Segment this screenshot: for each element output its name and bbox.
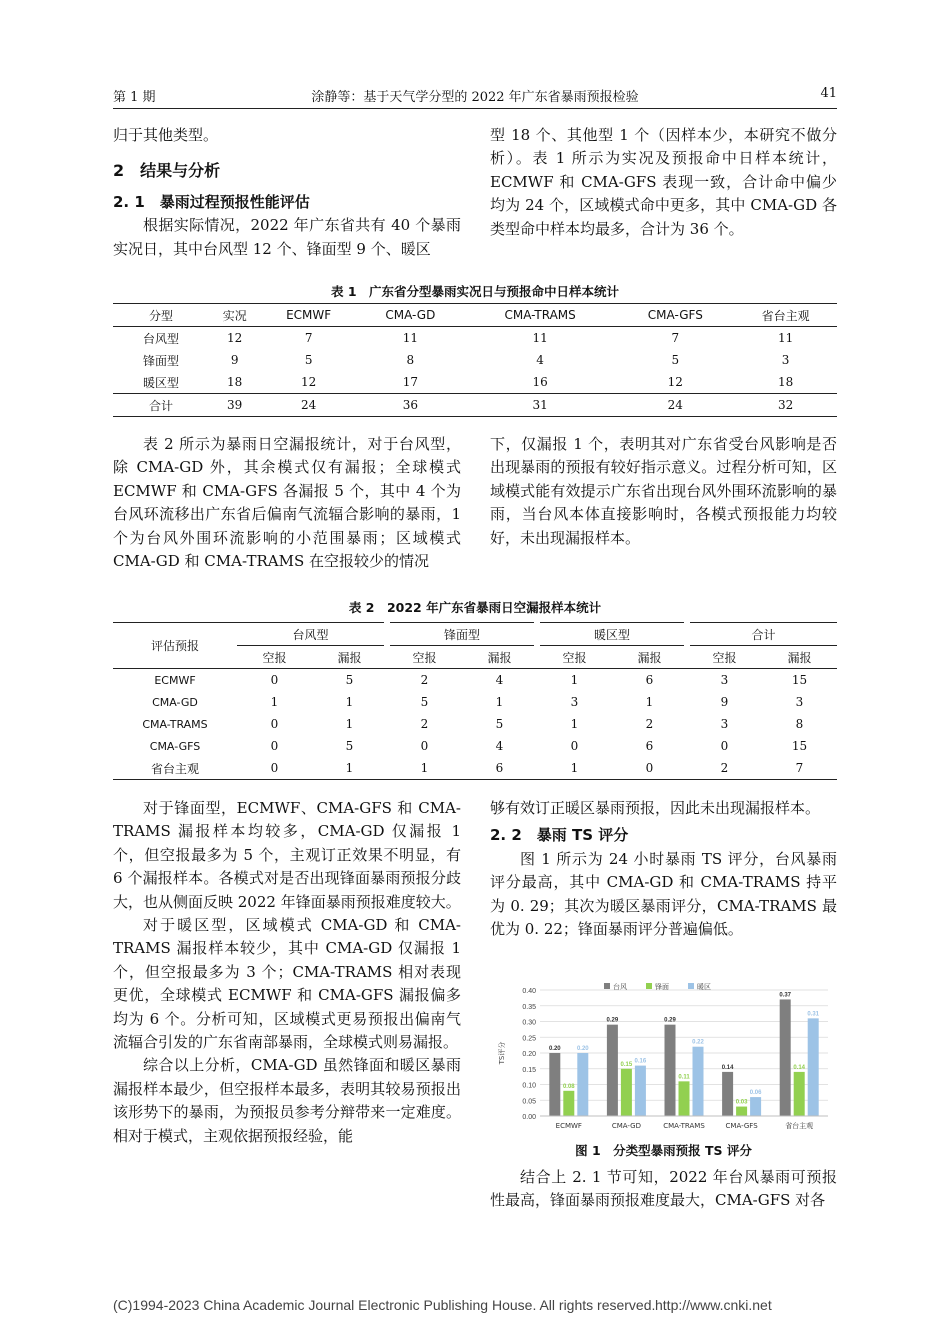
bar-data-label: 0.37: [779, 992, 792, 999]
header-cell: 实况: [222, 308, 247, 323]
cell: 2: [420, 717, 429, 731]
bar: [577, 1053, 588, 1116]
cell: 15: [791, 739, 808, 753]
cell: 12: [667, 375, 683, 389]
cell: 6: [495, 761, 504, 775]
cell: 4: [495, 739, 504, 753]
cell: 0: [270, 673, 279, 687]
cell: 31: [532, 398, 548, 412]
cell: 0: [645, 761, 654, 775]
bar-data-label: 0.20: [548, 1046, 561, 1052]
cell: 3: [781, 353, 790, 367]
cnki-link[interactable]: http://www.cnki.net: [655, 1297, 772, 1313]
bar: [780, 999, 791, 1116]
bar-data-label: 0.08: [562, 1083, 575, 1090]
legend-label: 锋面: [655, 983, 669, 991]
y-tick-label: 0.00: [522, 1114, 536, 1121]
bar: [808, 1018, 819, 1116]
cell: 0: [270, 761, 279, 775]
subsection-heading: 2. 1 暴雨过程预报性能评估: [113, 192, 310, 211]
paragraph: 下，仅漏报 1 个，表明其对广东省受台风影响是否出现暴雨的预报有较好指示意义。过程分析可知，区域模式能有效提示广东省出现台风外围环流影响的暴雨，当台风本体直接影响时，各模式预报能力均较好，未出现漏报样本。: [490, 435, 837, 547]
paragraph: 结合上 2. 1 节可知，2022 年台风暴雨可预报性最高，锋面暴雨预报难度最大，CMA-GFS 对各: [490, 1168, 837, 1210]
cell: 7: [671, 331, 680, 345]
cell: 暖区型: [142, 375, 179, 390]
cell: 3: [795, 695, 804, 709]
cell: 1: [345, 717, 354, 731]
bar-data-label: 0.20: [576, 1046, 589, 1052]
copyright-notice: (C)1994-2023 China Academic Journal Electronic Publishing House. All rights reserved.: [113, 1297, 656, 1313]
cell: 36: [402, 398, 418, 412]
sub-header: 空报: [562, 650, 587, 665]
y-tick-label: 0.05: [522, 1098, 536, 1106]
table-total-row: [113, 394, 837, 417]
corner-cell: 评估预报: [113, 623, 237, 669]
cell: 5: [304, 353, 313, 367]
running-title: 涂静等：基于天气学分型的 2022 年广东省暴雨预报检验: [311, 90, 639, 105]
cell: 4: [495, 673, 504, 687]
legend-swatch: [646, 983, 652, 989]
cell: 11: [777, 331, 794, 345]
cell: 39: [227, 398, 243, 412]
bar-data-label: 0.03: [735, 1099, 748, 1106]
bar-data-label: 0.29: [664, 1017, 676, 1024]
x-tick-label: CMA-GD: [611, 1122, 641, 1130]
legend-swatch: [688, 983, 694, 989]
bar: [722, 1072, 733, 1116]
cell: 省台主观: [150, 761, 199, 776]
cell: 1: [345, 695, 354, 709]
page-number: 41: [820, 86, 837, 101]
cell: 3: [570, 695, 579, 709]
cell: 3: [720, 717, 729, 731]
header-cell: CMA-TRAMS: [504, 308, 576, 322]
table-row: [113, 349, 837, 371]
cell: 0: [570, 739, 579, 753]
cell: 0: [270, 739, 279, 753]
sub-header: 漏报: [637, 650, 662, 665]
sub-header: 漏报: [337, 650, 362, 665]
cell: 24: [667, 398, 683, 412]
cell: 32: [777, 398, 794, 412]
bar: [794, 1072, 805, 1116]
bar-data-label: 0.29: [606, 1017, 619, 1024]
header-cell: CMA-GFS: [647, 308, 703, 322]
x-tick-label: ECMWF: [555, 1122, 582, 1130]
left-col-mid: [113, 433, 461, 573]
cell: 9: [720, 695, 729, 709]
right-col-mid: [490, 433, 837, 550]
table-row: [113, 669, 837, 692]
bar-data-label: 0.11: [678, 1074, 690, 1081]
bar: [635, 1066, 646, 1116]
group-header: 台风型: [237, 623, 387, 646]
header-rule: [113, 108, 837, 109]
bar-data-label: 0.15: [620, 1061, 633, 1068]
cell: 1: [570, 717, 579, 731]
bar-data-label: 0.06: [749, 1090, 762, 1097]
table1: [113, 303, 837, 417]
header-cell: 分型: [148, 308, 173, 323]
cell: 5: [420, 695, 429, 709]
cell: 1: [570, 673, 579, 687]
right-col-lower-top: [490, 797, 837, 941]
y-axis-label: TS评分: [498, 1041, 506, 1065]
cell: 8: [406, 353, 415, 367]
cell: 1: [270, 695, 279, 709]
bar: [607, 1025, 618, 1116]
y-tick-label: 0.40: [522, 988, 536, 995]
cell: 0: [720, 739, 729, 753]
cell: 18: [777, 375, 794, 389]
cell: 锋面型: [142, 353, 179, 368]
cell: 5: [345, 739, 354, 753]
cell: 7: [304, 331, 313, 345]
cell: 2: [420, 673, 429, 687]
cell: 1: [420, 761, 429, 775]
bar-data-label: 0.16: [634, 1058, 647, 1065]
bar: [549, 1053, 560, 1116]
bar-data-label: 0.14: [721, 1064, 734, 1071]
sub-header: 空报: [262, 650, 287, 665]
y-tick-label: 0.30: [522, 1019, 536, 1027]
sub-header: 漏报: [787, 650, 812, 665]
cell: 5: [495, 717, 504, 731]
table2: [113, 622, 837, 780]
cell: 1: [495, 695, 504, 709]
cell: 6: [645, 739, 654, 753]
cell: 16: [532, 375, 548, 389]
table2-caption: 表 2 2022 年广东省暴雨日空漏报样本统计: [348, 600, 602, 615]
cell: 12: [300, 375, 317, 389]
cell: 17: [402, 375, 418, 389]
y-tick-label: 0.35: [522, 1003, 536, 1011]
table-group-row: [113, 623, 837, 646]
table1-caption: 表 1 广东省分型暴雨实况日与预报命中日样本统计: [330, 284, 620, 299]
group-header: 锋面型: [387, 623, 537, 646]
bar: [679, 1081, 690, 1116]
paragraph: 图 1 所示为 24 小时暴雨 TS 评分，台风暴雨评分最高，其中 CMA-GD 和 CMA-TRAMS 持平为 0. 29；其次为暖区暴雨评分，CMA-TRAMS 最优为 0. 22；锋面暴雨评分普遍偏低。: [490, 849, 837, 939]
paragraph: 够有效订正暖区暴雨预报，因此未出现漏报样本。: [490, 799, 821, 817]
cell: 5: [345, 673, 354, 687]
text-line: 归于其他类型。: [113, 126, 219, 144]
journal-issue: 第 1 期: [113, 90, 156, 105]
cell: 合计: [148, 398, 173, 413]
x-tick-label: CMA-GFS: [725, 1122, 758, 1130]
cell: 9: [230, 353, 239, 367]
x-tick-label: CMA-TRAMS: [663, 1122, 705, 1130]
cell: 11: [402, 331, 418, 345]
table-row: [113, 691, 837, 713]
cell: 台风型: [142, 331, 179, 346]
cell: 0: [270, 717, 279, 731]
paragraph: 表 2 所示为暴雨日空漏报统计，对于台风型，除 CMA-GD 外，其余模式仅有漏报；全球模式 ECMWF 和 CMA-GFS 各漏报 5 个，其中 4 个为台风环流移出广东省后偏南气流辐合影响的暴雨，1 个为台风外围环流影响的小范围暴雨；区域模式 CMA-GD 和 CMA-TRAMS 在空报较少的情况: [113, 435, 461, 571]
ts-score-chart: [494, 980, 834, 1140]
y-tick-label: 0.15: [522, 1066, 536, 1074]
legend-label: 暖区: [697, 983, 711, 991]
legend-swatch: [604, 983, 610, 989]
cell: 0: [420, 739, 429, 753]
x-tick-label: 省台主观: [785, 1122, 814, 1130]
right-col-lower-bottom: [490, 1166, 837, 1213]
subsection-heading: 2. 2 暴雨 TS 评分: [490, 826, 629, 845]
cell: CMA-GFS: [149, 739, 201, 753]
cell: 12: [227, 331, 243, 345]
section-heading: 2 结果与分析: [113, 161, 221, 181]
table-header-row: [113, 304, 837, 327]
y-tick-label: 0.25: [522, 1035, 536, 1043]
cell: CMA-GD: [152, 695, 198, 709]
paragraph: 对于锋面型，ECMWF、CMA-GFS 和 CMA-TRAMS 漏报样本均较多，CMA-GD 仅漏报 1 个，但空报最多为 5 个，主观订正效果不明显，有 6 个漏报样本。各模式对是否出现锋面暴雨预报分歧大，也从侧面反映 2022 年锋面暴雨预报难度较大。: [113, 799, 461, 911]
left-col-top: [113, 124, 461, 261]
header-cell: 省台主观: [761, 308, 810, 323]
group-header: 合计: [687, 623, 837, 646]
table-row: [113, 371, 837, 394]
bar: [665, 1025, 676, 1116]
paragraph: 综合以上分析，CMA-GD 虽然锋面和暖区暴雨漏报样本最少，但空报样本最多，表明其较易预报出该形势下的暴雨，为预报员参考分辩带来一定难度。相对于模式，主观依据预报经验，能: [113, 1056, 461, 1145]
table-row: [113, 735, 837, 757]
bar-data-label: 0.31: [807, 1011, 820, 1018]
sub-header: 漏报: [487, 650, 512, 665]
cell: 1: [570, 761, 579, 775]
y-tick-label: 0.20: [522, 1051, 536, 1058]
bar: [621, 1069, 632, 1116]
bar-data-label: 0.14: [793, 1064, 806, 1071]
cell: 6: [645, 673, 654, 687]
cell: 2: [645, 717, 654, 731]
legend-label: 台风: [613, 983, 627, 991]
sub-header: 空报: [712, 650, 737, 665]
cell: ECMWF: [154, 673, 196, 687]
paragraph: 对于暖区型，区域模式 CMA-GD 和 CMA-TRAMS 漏报样本较少，其中 CMA-GD 仅漏报 1 个，但空报最多为 3 个；CMA-TRAMS 相对表现更优，全球模式 ECMWF 和 CMA-GFS 漏报偏多均为 6 个。分析可知，区域模式更易预报出偏南气流辐合引发的广东省南部暴雨，全球模式则易漏报。: [113, 916, 461, 1052]
table-row: [113, 757, 837, 780]
paragraph: 型 18 个、其他型 1 个（因样本少，本研究不做分析）。表 1 所示为实况及预报命中日样本统计，ECMWF 和 CMA-GFS 表现一致，合计命中偏少均为 24 个，区域模式命中更多，其中 CMA-GD 各类型命中样本均最多，合计为 36 个。: [490, 126, 837, 238]
group-header: 暖区型: [537, 623, 687, 646]
cell: 3: [720, 673, 729, 687]
header-cell: CMA-GD: [385, 308, 436, 322]
cell: 7: [795, 761, 804, 775]
cell: 8: [795, 717, 804, 731]
cell: 1: [645, 695, 654, 709]
cell: 2: [720, 761, 729, 775]
paragraph: 根据实际情况，2022 年广东省共有 40 个暴雨实况日，其中台风型 12 个、锋面型 9 个、暖区: [113, 216, 461, 258]
cell: 1: [345, 761, 354, 775]
y-tick-label: 0.10: [522, 1082, 536, 1090]
cell: 5: [671, 353, 680, 367]
header-cell: ECMWF: [286, 308, 332, 322]
table-row: [113, 713, 837, 735]
cell: 4: [536, 353, 544, 367]
cell: 18: [227, 375, 243, 389]
cell: 24: [300, 398, 317, 412]
table-row: [113, 327, 837, 350]
bar: [563, 1091, 574, 1116]
cell: CMA-TRAMS: [142, 717, 208, 731]
bar: [750, 1097, 761, 1116]
sub-header: 空报: [412, 650, 437, 665]
bar: [693, 1047, 704, 1116]
figure1-caption: 图 1 分类型暴雨预报 TS 评分: [575, 1143, 752, 1158]
bar: [736, 1107, 747, 1116]
left-col-lower: [113, 797, 461, 1148]
cell: 15: [791, 673, 808, 687]
bar-data-label: 0.22: [692, 1039, 704, 1046]
cell: 11: [532, 331, 548, 345]
right-col-top: [490, 124, 837, 241]
